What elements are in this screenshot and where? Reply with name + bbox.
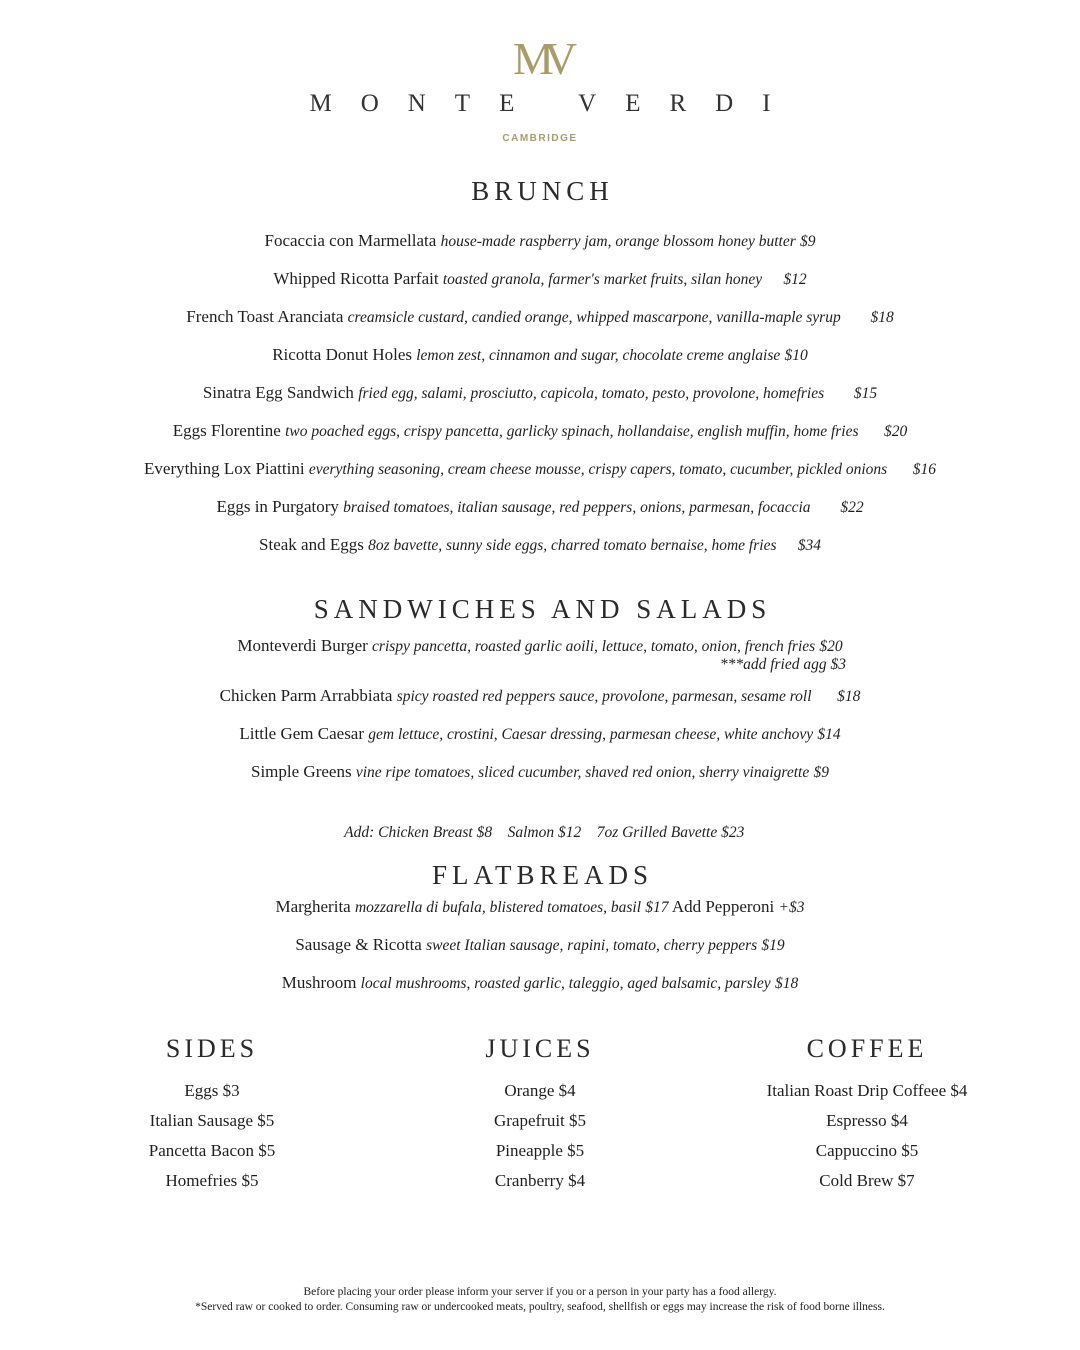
item-name: Mushroom xyxy=(281,973,357,992)
item-desc: lemon zest, cinnamon and sugar, chocolate creme anglaise xyxy=(416,347,781,364)
item-name: Margherita xyxy=(275,897,351,916)
item-price: $10 xyxy=(784,347,808,364)
list-item: Pineapple $5 xyxy=(495,1141,585,1160)
allergy-disclaimer xyxy=(0,1285,1080,1315)
add-ons-line xyxy=(0,799,1080,844)
item-price: $18 xyxy=(870,309,894,326)
menu-item xyxy=(0,635,1080,658)
add-ons-text: Add: Chicken Breast $8 Salmon $12 7oz Grilled Bavette $23 xyxy=(344,824,745,841)
sides-column xyxy=(62,1034,362,1196)
item-price: $15 xyxy=(853,385,878,402)
logo-mark: MV xyxy=(512,33,568,84)
menu-item xyxy=(0,934,1080,957)
list-item: Pancetta Bacon $5 xyxy=(148,1141,276,1160)
item-price: $20 xyxy=(884,423,908,440)
item-desc: braised tomatoes, italian sausage, red peppers, onions, parmesan, focaccia xyxy=(343,499,811,516)
menu-item xyxy=(0,420,1080,443)
item-desc: vine ripe tomatoes, sliced cucumber, shaved red onion, sherry vinaigrette xyxy=(355,764,810,781)
item-name: Monteverdi Burger xyxy=(237,636,368,655)
burger-addon-note: ***add fried agg $3 xyxy=(719,656,846,673)
item-name: Everything Lox Piattini xyxy=(144,459,305,478)
list-item: Italian Roast Drip Coffeee $4 xyxy=(766,1081,968,1100)
item-price: $18 xyxy=(774,975,799,992)
juices-column xyxy=(390,1034,690,1196)
item-price: $34 xyxy=(797,537,821,554)
item-name: Eggs in Purgatory xyxy=(216,497,339,516)
item-desc: fried egg, salami, prosciutto, capicola, tomato, pesto, provolone, homefries xyxy=(358,385,825,402)
section-title-brunch: BRUNCH xyxy=(471,176,614,206)
item-desc: creamsicle custard, candied orange, whipped mascarpone, vanilla-maple syrup xyxy=(347,309,841,326)
item-price: $20 xyxy=(819,638,843,655)
item-name: Whipped Ricotta Parfait xyxy=(273,269,439,288)
list-item: Cranberry $4 xyxy=(494,1171,586,1190)
menu-item xyxy=(0,723,1080,746)
item-name: Ricotta Donut Holes xyxy=(272,345,412,364)
item-price: $18 xyxy=(837,688,861,705)
item-price: $12 xyxy=(783,271,807,288)
item-name: Eggs Florentine xyxy=(172,421,281,440)
item-price: $9 xyxy=(813,764,829,781)
item-price: $19 xyxy=(761,937,785,954)
item-price: $16 xyxy=(912,461,936,478)
menu-item xyxy=(0,972,1080,995)
menu-item xyxy=(0,230,1080,253)
list-item: Cold Brew $7 xyxy=(819,1171,915,1190)
list-item: Cappuccino $5 xyxy=(815,1141,919,1160)
brand-city: CAMBRIDGE xyxy=(502,133,578,144)
list-item: Orange $4 xyxy=(504,1081,576,1100)
item-desc: sweet Italian sausage, rapini, tomato, cherry peppers xyxy=(426,937,758,954)
brand-name: MONTE VERDI xyxy=(309,90,800,117)
item-desc: crispy pancetta, roasted garlic aoili, lettuce, tomato, onion, french fries xyxy=(372,638,816,655)
menu-item xyxy=(0,496,1080,519)
item-desc: 8oz bavette, sunny side eggs, charred tomato bernaise, home fries xyxy=(368,537,777,554)
item-price: $14 xyxy=(817,726,841,743)
item-name: Little Gem Caesar xyxy=(239,724,365,743)
menu-item xyxy=(0,896,1080,919)
item-desc: gem lettuce, crostini, Caesar dressing, parmesan cheese, white anchovy xyxy=(368,726,814,743)
menu-item xyxy=(0,268,1080,291)
item-name: Sinatra Egg Sandwich xyxy=(202,383,354,402)
item-desc: spicy roasted red peppers sauce, provolone, parmesan, sesame roll xyxy=(396,688,812,705)
list-item: Eggs $3 xyxy=(184,1081,240,1100)
menu-item xyxy=(0,685,1080,708)
menu-item xyxy=(0,534,1080,557)
item-name: French Toast Aranciata xyxy=(186,307,344,326)
coffee-column xyxy=(717,1034,1017,1196)
item-price: $9 xyxy=(799,233,816,250)
item-name: Sausage & Ricotta xyxy=(295,935,422,954)
menu-item xyxy=(0,458,1080,481)
menu-item xyxy=(0,344,1080,367)
item-desc: mozzarella di bufala, blistered tomatoes, basil xyxy=(354,899,641,916)
list-item: Italian Sausage $5 xyxy=(149,1111,275,1130)
list-item: Espresso $4 xyxy=(826,1111,908,1130)
item-desc: local mushrooms, roasted garlic, taleggio, aged balsamic, parsley xyxy=(360,975,771,992)
item-name: Chicken Parm Arrabbiata xyxy=(219,686,393,705)
menu-item xyxy=(0,382,1080,405)
item-extra: Add Pepperoni xyxy=(671,897,775,916)
section-title-sides: SIDES xyxy=(165,1034,259,1063)
item-desc: house-made raspberry jam, orange blossom honey butter xyxy=(440,233,796,250)
item-desc: everything seasoning, cream cheese mousse, crispy capers, tomato, cucumber, pickled onions xyxy=(308,461,888,478)
item-name: Simple Greens xyxy=(251,762,352,781)
menu-item xyxy=(0,761,1080,784)
item-desc: toasted granola, farmer's market fruits, silan honey xyxy=(442,271,763,288)
list-item: Homefries $5 xyxy=(165,1171,259,1190)
list-item: Grapefruit $5 xyxy=(493,1111,587,1130)
item-desc: two poached eggs, crispy pancetta, garlicky spinach, hollandaise, english muffin, home fries xyxy=(285,423,859,440)
menu-item xyxy=(0,306,1080,329)
section-title-flatbreads: FLATBREADS xyxy=(431,860,654,890)
item-extra-price: +$3 xyxy=(778,899,805,916)
disclaimer-line-2: *Served raw or cooked to order. Consuming raw or undercooked meats, poultry, seafood, shellfish or eggs may increase the risk of food borne illness. xyxy=(195,1301,885,1313)
item-price: $22 xyxy=(840,499,864,516)
section-title-juices: JUICES xyxy=(485,1034,595,1063)
disclaimer-line-1: Before placing your order please inform your server if you or a person in your party has a food allergy. xyxy=(303,1286,777,1298)
section-title-coffee: COFFEE xyxy=(806,1034,928,1063)
item-price: $17 xyxy=(645,899,669,916)
item-name: Focaccia con Marmellata xyxy=(264,231,437,250)
item-name: Steak and Eggs xyxy=(259,535,364,554)
section-title-sandwiches: SANDWICHES AND SALADS xyxy=(313,594,772,624)
